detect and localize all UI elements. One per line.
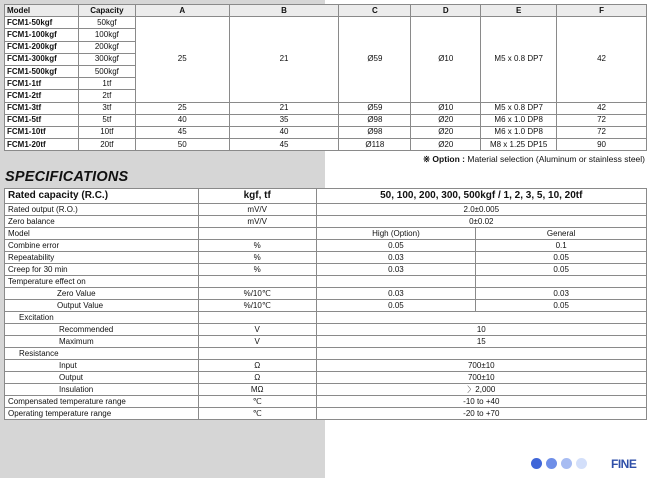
d-cell: Ø20 [411, 139, 481, 151]
spec-value: 〉2,000 [316, 384, 646, 396]
spec-row [5, 360, 647, 372]
dimension-table [4, 4, 647, 151]
spec-row [5, 348, 647, 360]
spec-value: 15 [316, 336, 646, 348]
option-marker: ※ Option : [422, 154, 466, 165]
spec-label: Zero Value [5, 288, 199, 300]
b-cell: 40 [229, 126, 339, 138]
model-cell: FCM1-5tf [5, 114, 79, 126]
e-cell: M8 x 1.25 DP15 [481, 139, 557, 151]
spec-unit: ℃ [198, 396, 316, 408]
dot-icon [576, 458, 587, 469]
option-note [4, 154, 645, 165]
spec-general-empty [476, 276, 647, 288]
spec-row [5, 300, 647, 312]
spec-label: Input [5, 360, 199, 372]
spec-row [5, 204, 647, 216]
spec-row [5, 252, 647, 264]
model-cell: FCM1-10tf [5, 126, 79, 138]
f-cell: 72 [557, 114, 647, 126]
spec-label: Zero balance [5, 216, 199, 228]
c-cell: Ø98 [339, 114, 411, 126]
spec-high-value: 0.05 [316, 240, 476, 252]
spec-unit: %/10℃ [198, 288, 316, 300]
spec-header-row [5, 189, 647, 204]
page-content [4, 4, 647, 420]
header-d: D [411, 5, 481, 17]
b-cell: 35 [229, 114, 339, 126]
spec-row [5, 264, 647, 276]
group-e-cell: M5 x 0.8 DP7 [481, 17, 557, 102]
spec-row [5, 408, 647, 420]
capacity-cell: 500kgf [78, 65, 135, 77]
model-cell: FCM1-300kgf [5, 53, 79, 65]
option-text: Material selection (Aluminum or stainless steel) [465, 154, 645, 165]
group-a-cell: 25 [135, 17, 229, 102]
spec-label: Compensated temperature range [5, 396, 199, 408]
a-cell: 45 [135, 126, 229, 138]
spec-row [5, 336, 647, 348]
spec-high-value: 0.03 [316, 264, 476, 276]
specifications-title: SPECIFICATIONS [5, 169, 129, 186]
spec-unit: % [198, 252, 316, 264]
spec-label: Maximum [5, 336, 199, 348]
decorative-dots [531, 458, 587, 469]
spec-unit: Ω [198, 372, 316, 384]
spec-row [5, 240, 647, 252]
group-c-cell: Ø59 [339, 17, 411, 102]
c-cell: Ø59 [339, 102, 411, 114]
capacity-cell: 2tf [78, 90, 135, 102]
spec-unit: ℃ [198, 408, 316, 420]
capacity-cell: 200kgf [78, 41, 135, 53]
spec-value-empty [316, 312, 646, 324]
model-cell: FCM1-100kgf [5, 29, 79, 41]
group-f-cell: 42 [557, 17, 647, 102]
spec-unit: mV/V [198, 204, 316, 216]
capacity-cell: 5tf [78, 114, 135, 126]
capacity-cell: 100kgf [78, 29, 135, 41]
d-cell: Ø20 [411, 126, 481, 138]
spec-unit: mV/V [198, 216, 316, 228]
table-row [5, 139, 647, 151]
c-cell: Ø98 [339, 126, 411, 138]
table-row [5, 17, 647, 29]
f-cell: 42 [557, 102, 647, 114]
spec-general-value: 0.05 [476, 300, 647, 312]
spec-label: Recommended [5, 324, 199, 336]
f-cell: 90 [557, 139, 647, 151]
spec-label: Output [5, 372, 199, 384]
spec-label: Excitation [5, 312, 199, 324]
capacity-cell: 50kgf [78, 17, 135, 29]
dimension-header-row [5, 5, 647, 17]
spec-label: Repeatability [5, 252, 199, 264]
spec-label: Output Value [5, 300, 199, 312]
model-cell: FCM1-500kgf [5, 65, 79, 77]
spec-high-value: 0.05 [316, 300, 476, 312]
table-row [5, 114, 647, 126]
spec-unit: %/10℃ [198, 300, 316, 312]
spec-unit-empty [198, 348, 316, 360]
model-cell: FCM1-3tf [5, 102, 79, 114]
spec-label: Creep for 30 min [5, 264, 199, 276]
e-cell: M6 x 1.0 DP8 [481, 126, 557, 138]
header-a: A [135, 5, 229, 17]
spec-label: Temperature effect on [5, 276, 199, 288]
spec-row [5, 228, 647, 240]
spec-high-value: 0.03 [316, 288, 476, 300]
table-row [5, 126, 647, 138]
model-cell: FCM1-200kgf [5, 41, 79, 53]
f-cell: 72 [557, 126, 647, 138]
spec-label: Insulation [5, 384, 199, 396]
header-e: E [481, 5, 557, 17]
spec-high-empty [316, 276, 476, 288]
spec-unit: % [198, 240, 316, 252]
header-model: Model [5, 5, 79, 17]
spec-unit: % [198, 264, 316, 276]
spec-unit-empty [198, 276, 316, 288]
spec-value: -10 to +40 [316, 396, 646, 408]
spec-unit: V [198, 324, 316, 336]
capacity-cell: 3tf [78, 102, 135, 114]
d-cell: Ø20 [411, 114, 481, 126]
spec-value: 2.0±0.005 [316, 204, 646, 216]
capacity-cell: 20tf [78, 139, 135, 151]
spec-row [5, 288, 647, 300]
table-row [5, 102, 647, 114]
spec-row [5, 276, 647, 288]
spec-value: 10 [316, 324, 646, 336]
spec-row [5, 312, 647, 324]
spec-value: 0±0.02 [316, 216, 646, 228]
capacity-cell: 300kgf [78, 53, 135, 65]
model-cell: FCM1-1tf [5, 78, 79, 90]
spec-unit: MΩ [198, 384, 316, 396]
capacity-cell: 1tf [78, 78, 135, 90]
b-cell: 45 [229, 139, 339, 151]
header-b: B [229, 5, 339, 17]
c-cell: Ø118 [339, 139, 411, 151]
spec-general-header: General [476, 228, 647, 240]
spec-general-value: 0.05 [476, 264, 647, 276]
group-d-cell: Ø10 [411, 17, 481, 102]
spec-label: Resistance [5, 348, 199, 360]
capacity-cell: 10tf [78, 126, 135, 138]
spec-label: Combine error [5, 240, 199, 252]
header-capacity: Capacity [78, 5, 135, 17]
spec-unit-empty [198, 312, 316, 324]
spec-general-value: 0.1 [476, 240, 647, 252]
specifications-table [4, 188, 647, 420]
a-cell: 50 [135, 139, 229, 151]
spec-unit: kgf, tf [198, 189, 316, 204]
spec-value-empty [316, 348, 646, 360]
spec-unit: V [198, 336, 316, 348]
spec-row [5, 396, 647, 408]
spec-row [5, 324, 647, 336]
spec-high-header: High (Option) [316, 228, 476, 240]
spec-row [5, 384, 647, 396]
model-cell: FCM1-20tf [5, 139, 79, 151]
a-cell: 25 [135, 102, 229, 114]
model-cell: FCM1-2tf [5, 90, 79, 102]
dot-icon [546, 458, 557, 469]
brand-logo: FINE [611, 457, 637, 471]
spec-row [5, 216, 647, 228]
spec-value: 700±10 [316, 360, 646, 372]
d-cell: Ø10 [411, 102, 481, 114]
spec-label: Rated capacity (R.C.) [5, 189, 199, 204]
a-cell: 40 [135, 114, 229, 126]
spec-value: -20 to +70 [316, 408, 646, 420]
dot-icon [561, 458, 572, 469]
dot-icon [531, 458, 542, 469]
spec-unit: Ω [198, 360, 316, 372]
e-cell: M5 x 0.8 DP7 [481, 102, 557, 114]
header-f: F [557, 5, 647, 17]
spec-high-value: 0.03 [316, 252, 476, 264]
spec-value: 700±10 [316, 372, 646, 384]
spec-general-value: 0.03 [476, 288, 647, 300]
spec-row [5, 372, 647, 384]
e-cell: M6 x 1.0 DP8 [481, 114, 557, 126]
b-cell: 21 [229, 102, 339, 114]
spec-label: Operating temperature range [5, 408, 199, 420]
group-b-cell: 21 [229, 17, 339, 102]
spec-label: Rated output (R.O.) [5, 204, 199, 216]
spec-general-value: 0.05 [476, 252, 647, 264]
header-c: C [339, 5, 411, 17]
spec-value: 50, 100, 200, 300, 500kgf / 1, 2, 3, 5, 10, 20tf [316, 189, 646, 204]
spec-unit-empty [198, 228, 316, 240]
spec-label: Model [5, 228, 199, 240]
model-cell: FCM1-50kgf [5, 17, 79, 29]
